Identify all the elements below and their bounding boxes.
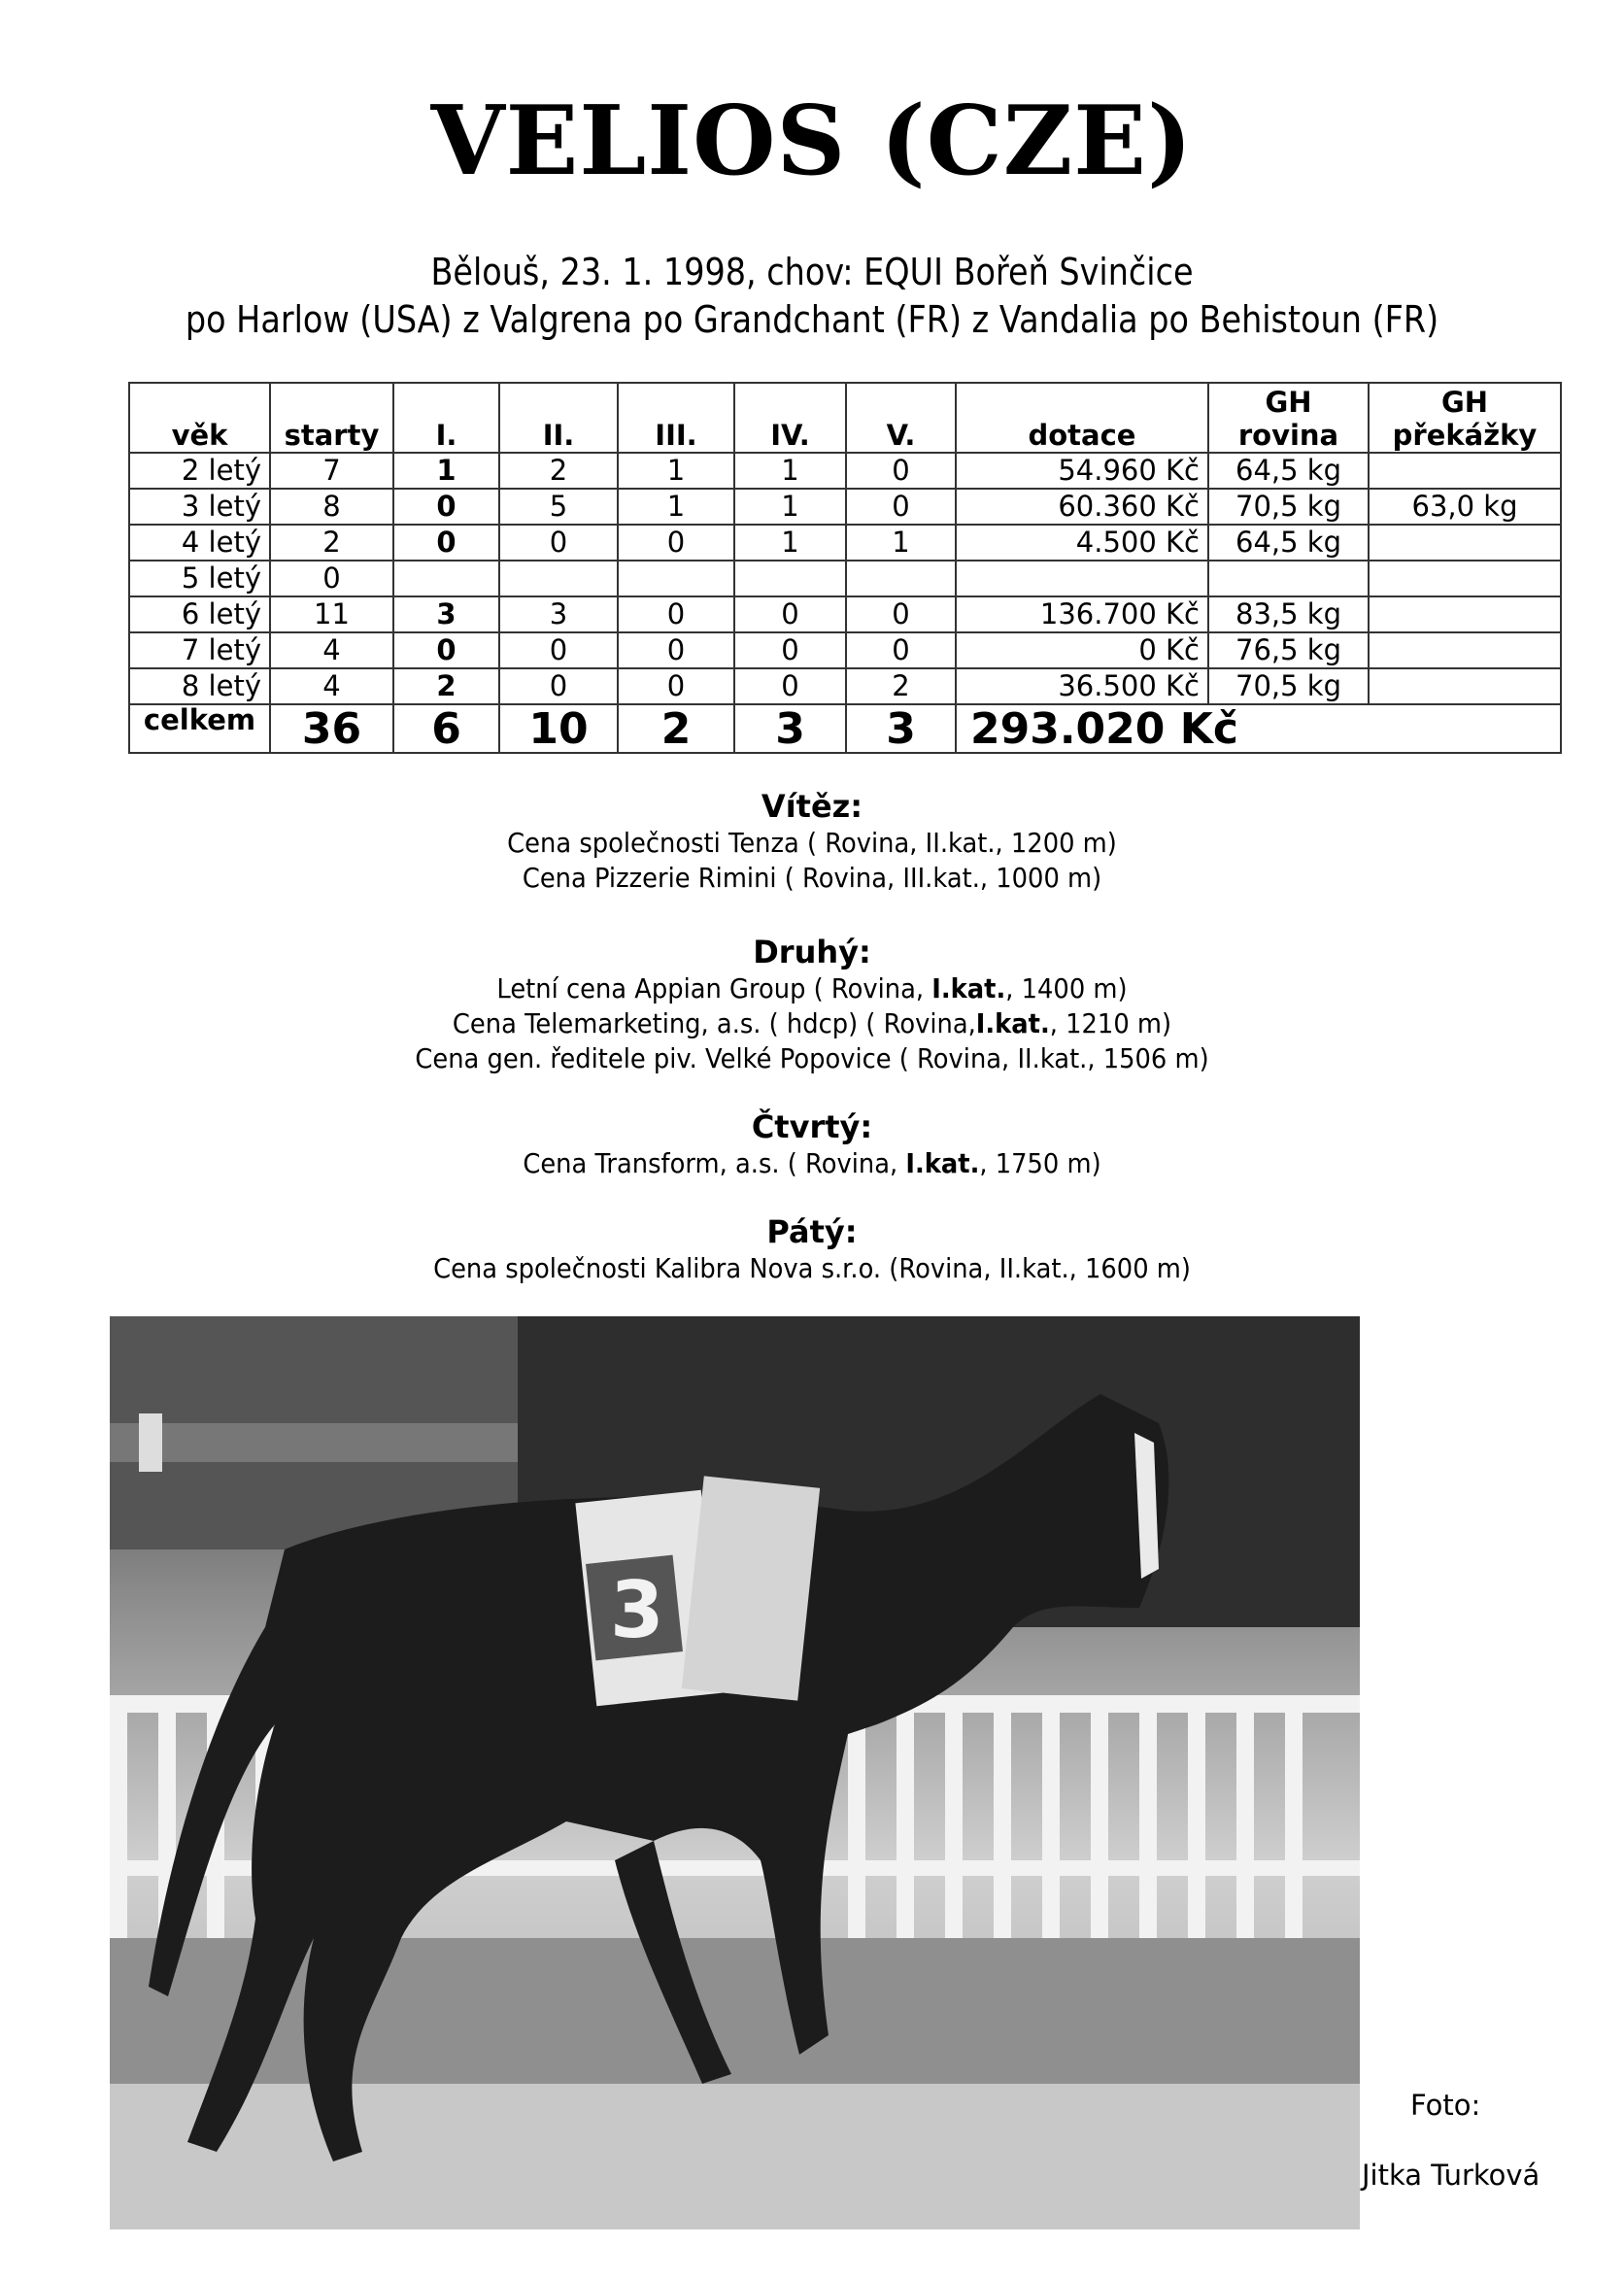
race-entry-post: , 1400 m) (1005, 972, 1128, 1004)
cell-p3 (618, 561, 734, 596)
table-total-row (129, 704, 1561, 753)
horse-photo (110, 1316, 1360, 2229)
table-row (129, 453, 1561, 489)
col-header-second: II. (499, 383, 618, 453)
cell-gh-jump (1369, 561, 1561, 596)
cell-starts: 2 (270, 525, 393, 561)
cell-p4: 1 (734, 489, 846, 525)
race-entry-pre: Cena Transform, a.s. ( Rovina, (523, 1147, 906, 1179)
race-entry (65, 1251, 1559, 1286)
table-row (129, 596, 1561, 632)
cell-age: 2 letý (129, 453, 270, 489)
cell-p4: 0 (734, 668, 846, 704)
cell-p5 (846, 561, 956, 596)
cell-age: 3 letý (129, 489, 270, 525)
cell-p3: 0 (618, 668, 734, 704)
cell-p5: 0 (846, 632, 956, 668)
photo-credit-label: Foto: (1410, 2089, 1481, 2122)
cell-gh-jump (1369, 525, 1561, 561)
race-entry-post: , 1210 m) (1049, 1007, 1172, 1039)
total-first: 6 (393, 704, 499, 753)
cell-p5: 0 (846, 453, 956, 489)
placing-section (0, 1212, 1624, 1286)
cell-p4: 1 (734, 453, 846, 489)
cell-gh-flat: 83,5 kg (1208, 596, 1369, 632)
table-row (129, 525, 1561, 561)
placing-heading: Pátý: (766, 1213, 858, 1250)
placing-section (0, 787, 1624, 896)
col-header-starts: starty (270, 383, 393, 453)
cell-p1: 0 (393, 489, 499, 525)
placing-section (0, 933, 1624, 1076)
cell-starts: 0 (270, 561, 393, 596)
cell-prize: 36.500 Kč (956, 668, 1208, 704)
cell-gh-jump: 63,0 kg (1369, 489, 1561, 525)
cell-p1: 0 (393, 525, 499, 561)
gh-jump-top: GH (1440, 386, 1489, 419)
cell-p2: 5 (499, 489, 618, 525)
horse-photo-illustration (110, 1316, 1360, 2229)
cell-prize: 54.960 Kč (956, 453, 1208, 489)
cell-p4 (734, 561, 846, 596)
placing-heading: Čtvrtý: (751, 1108, 873, 1145)
saddle-number: 3 (610, 1565, 664, 1655)
col-header-age: věk (129, 383, 270, 453)
cell-p2: 0 (499, 525, 618, 561)
gh-flat-top: GH (1265, 386, 1312, 419)
cell-p2 (499, 561, 618, 596)
col-header-gh-jump (1369, 383, 1561, 453)
race-entry-bold: I.kat. (905, 1147, 980, 1179)
race-entry (65, 826, 1559, 861)
col-header-first: I. (393, 383, 499, 453)
gh-flat-bottom: rovina (1237, 419, 1339, 452)
cell-prize (956, 561, 1208, 596)
page-title: VELIOS (CZE) (430, 85, 1194, 197)
cell-age: 5 letý (129, 561, 270, 596)
cell-p5: 0 (846, 489, 956, 525)
cell-gh-jump (1369, 453, 1561, 489)
race-entry-pre: Cena společnosti Tenza ( Rovina, II.kat., 1200 m) (507, 827, 1117, 859)
cell-p1: 1 (393, 453, 499, 489)
table-row (129, 561, 1561, 596)
total-fourth: 3 (734, 704, 846, 753)
table-header-row (129, 383, 1561, 453)
col-header-fourth: IV. (734, 383, 846, 453)
total-prize: 293.020 Kč (956, 704, 1561, 753)
cell-p2: 2 (499, 453, 618, 489)
cell-gh-jump (1369, 668, 1561, 704)
cell-gh-jump (1369, 596, 1561, 632)
cell-gh-flat (1208, 561, 1369, 596)
race-entry-bold: I.kat. (975, 1007, 1050, 1039)
table-row (129, 668, 1561, 704)
total-starts: 36 (270, 704, 393, 753)
race-entry-pre: Cena gen. ředitele piv. Velké Popovice ( Rovina, II.kat., 1506 m) (415, 1042, 1209, 1074)
cell-p1: 0 (393, 632, 499, 668)
cell-p3: 0 (618, 596, 734, 632)
placing-heading: Druhý: (753, 934, 871, 970)
cell-p1: 3 (393, 596, 499, 632)
col-header-gh-flat (1208, 383, 1369, 453)
race-entry-pre: Letní cena Appian Group ( Rovina, (496, 972, 932, 1004)
cell-p5: 2 (846, 668, 956, 704)
race-entry (65, 861, 1559, 896)
cell-p1: 2 (393, 668, 499, 704)
cell-starts: 8 (270, 489, 393, 525)
race-entry (65, 1146, 1559, 1181)
cell-p4: 0 (734, 632, 846, 668)
race-entry (65, 971, 1559, 1006)
cell-prize: 136.700 Kč (956, 596, 1208, 632)
table-row (129, 489, 1561, 525)
cell-p3: 0 (618, 632, 734, 668)
total-third: 2 (618, 704, 734, 753)
cell-gh-flat: 64,5 kg (1208, 453, 1369, 489)
total-second: 10 (499, 704, 618, 753)
total-fifth: 3 (846, 704, 956, 753)
cell-starts: 4 (270, 668, 393, 704)
cell-prize: 0 Kč (956, 632, 1208, 668)
race-entry-pre: Cena Telemarketing, a.s. ( hdcp) ( Rovina, (452, 1007, 976, 1039)
cell-p1 (393, 561, 499, 596)
placing-section (0, 1107, 1624, 1181)
cell-p2: 0 (499, 668, 618, 704)
cell-prize: 60.360 Kč (956, 489, 1208, 525)
col-header-fifth: V. (846, 383, 956, 453)
cell-p4: 0 (734, 596, 846, 632)
gh-jump-bottom: překážky (1392, 419, 1538, 452)
col-header-third: III. (618, 383, 734, 453)
placing-heading: Vítěz: (761, 788, 863, 825)
race-stats-table (128, 382, 1562, 754)
race-entry-bold: I.kat. (931, 972, 1006, 1004)
cell-p3: 1 (618, 453, 734, 489)
race-entry (65, 1041, 1559, 1076)
cell-prize: 4.500 Kč (956, 525, 1208, 561)
cell-p2: 3 (499, 596, 618, 632)
total-label: celkem (129, 704, 270, 753)
cell-p4: 1 (734, 525, 846, 561)
cell-starts: 11 (270, 596, 393, 632)
photo-credit-name: Jitka Turková (1362, 2159, 1540, 2192)
race-entry-pre: Cena společnosti Kalibra Nova s.r.o. (Rovina, II.kat., 1600 m) (433, 1252, 1191, 1284)
cell-age: 7 letý (129, 632, 270, 668)
cell-p3: 1 (618, 489, 734, 525)
cell-age: 4 letý (129, 525, 270, 561)
horse-info-line: Bělouš, 23. 1. 1998, chov: EQUI Bořeň Svinčice (430, 251, 1194, 293)
pedigree-line: po Harlow (USA) z Valgrena po Grandchant (FR) z Vandalia po Behistoun (FR) (185, 298, 1439, 341)
table-row (129, 632, 1561, 668)
cell-age: 8 letý (129, 668, 270, 704)
cell-p2: 0 (499, 632, 618, 668)
cell-gh-flat: 64,5 kg (1208, 525, 1369, 561)
race-entry-pre: Cena Pizzerie Rimini ( Rovina, III.kat., 1000 m) (522, 862, 1102, 894)
cell-starts: 7 (270, 453, 393, 489)
cell-p3: 0 (618, 525, 734, 561)
cell-gh-jump (1369, 632, 1561, 668)
cell-p5: 1 (846, 525, 956, 561)
race-entry-post: , 1750 m) (979, 1147, 1101, 1179)
cell-age: 6 letý (129, 596, 270, 632)
cell-starts: 4 (270, 632, 393, 668)
col-header-prize: dotace (956, 383, 1208, 453)
cell-p5: 0 (846, 596, 956, 632)
race-entry (65, 1006, 1559, 1041)
cell-gh-flat: 76,5 kg (1208, 632, 1369, 668)
cell-gh-flat: 70,5 kg (1208, 489, 1369, 525)
cell-gh-flat: 70,5 kg (1208, 668, 1369, 704)
